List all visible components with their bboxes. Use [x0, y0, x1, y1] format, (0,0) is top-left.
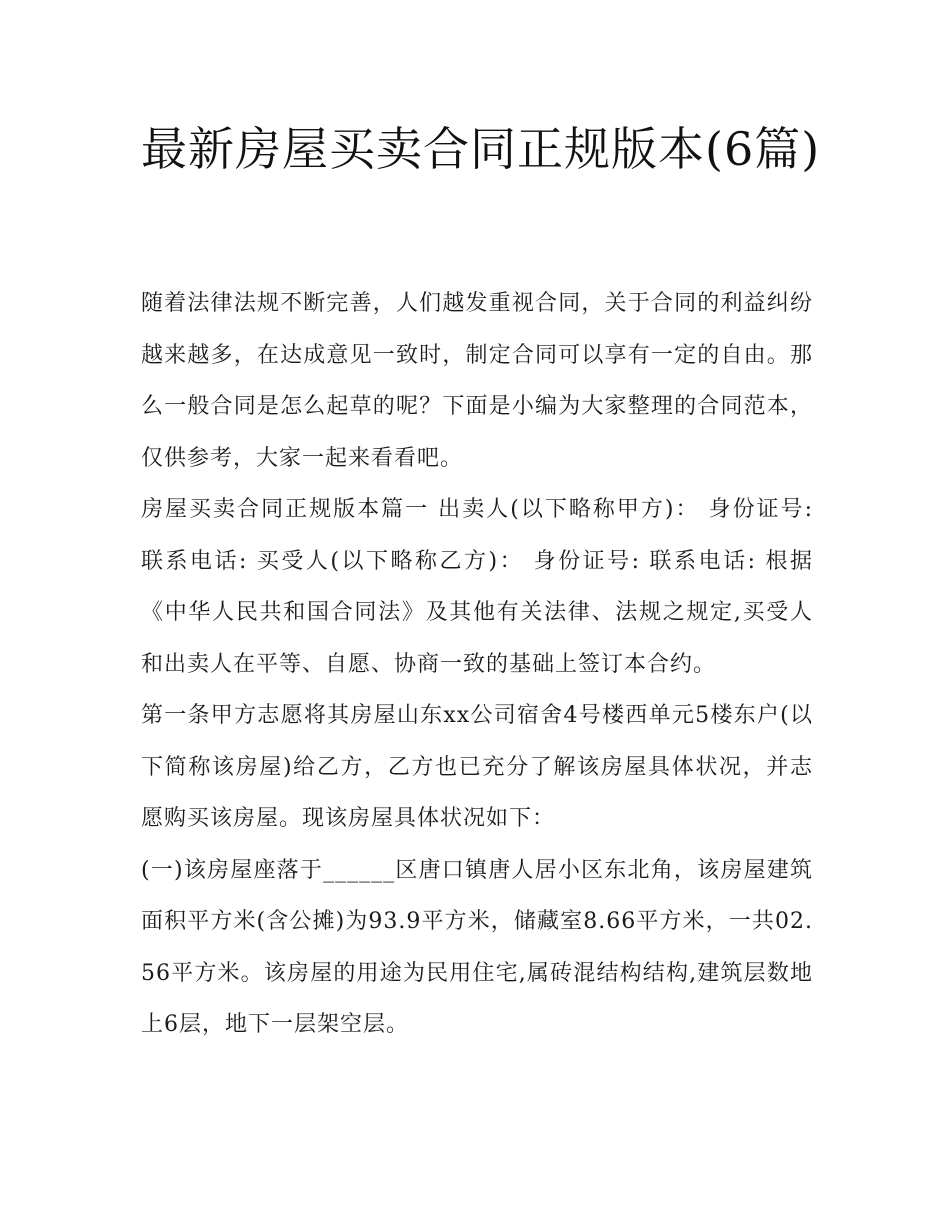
paragraph-property-details: (一)该房屋座落于______区唐口镇唐人居小区东北角，该房屋建筑面积平方米(含公摊)为93.9平方米，储藏室8.66平方米，一共02.56平方米。该房屋的用途为民用住宅,属砖混结构结构,建筑层数地上6层，地下一层架空层。 [141, 857, 813, 1037]
document-title: 最新房屋买卖合同正规版本(6篇) [141, 122, 821, 176]
paragraph-parties: 房屋买卖合同正规版本篇一 出卖人(以下略称甲方)： 身份证号: 联系电话: 买受人(以下略称乙方)： 身份证号: 联系电话: 根据《中华人民共和国合同法》及其他有关法律、法规之规定,买受人和出卖人在平等、自愿、协商一致的基础上签订本合约。 [141, 497, 813, 677]
paragraph-intro: 随着法律法规不断完善，人们越发重视合同，关于合同的利益纠纷越来越多，在达成意见一致时，制定合同可以享有一定的自由。那么一般合同是怎么起草的呢？下面是小编为大家整理的合同范本，仅供参考，大家一起来看看吧。 [141, 291, 813, 471]
paragraph-article-one: 第一条甲方志愿将其房屋山东xx公司宿舍4号楼西单元5楼东户(以下简称该房屋)给乙方，乙方也已充分了解该房屋具体状况，并志愿购买该房屋。现该房屋具体状况如下： [141, 703, 813, 831]
document-body [141, 278, 813, 1051]
